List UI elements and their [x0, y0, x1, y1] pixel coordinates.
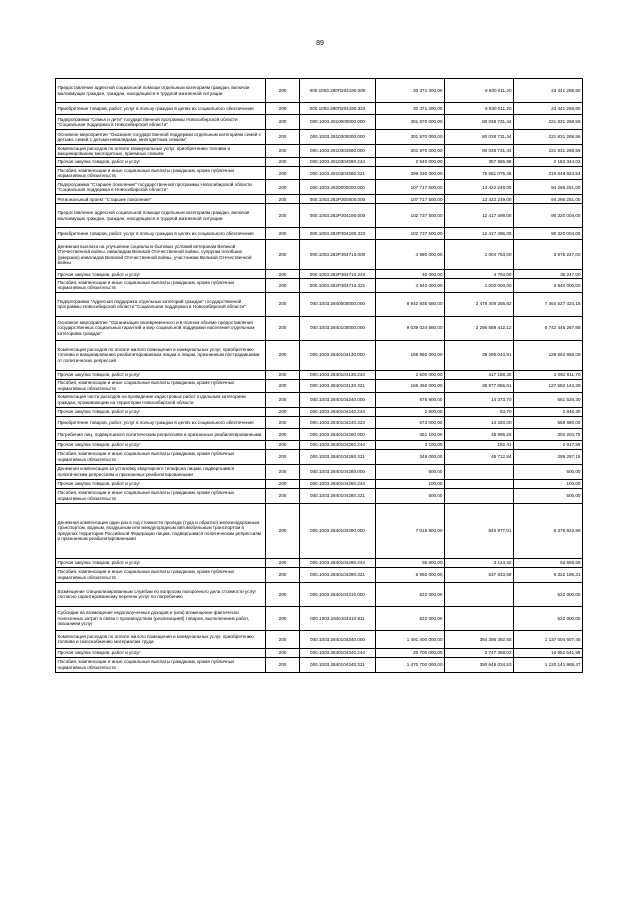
row-code-cell: 200 [266, 416, 300, 428]
row-code-cell: 200 [266, 292, 300, 316]
row-classification-cell: 000.1003.282P304190.323 [300, 228, 376, 240]
row-name-cell: Прочая закупка товаров, работ и услуг [56, 648, 266, 657]
table-row [56, 582, 583, 606]
row-name-cell: Прочая закупка товаров, работ и услуг [56, 370, 266, 379]
table-row [56, 416, 583, 428]
row-code-cell: 200 [266, 316, 300, 340]
row-executed-amount-cell: 48 895,25 [445, 428, 514, 440]
row-approved-amount-cell: 2 500 000,00 [376, 370, 445, 379]
row-unexecuted-amount-cell: 1 120 141 965,47 [514, 657, 583, 672]
row-name-cell: Компенсация расходов по оплате коммунальных услуг, приобретению топлива и вакцинированию многодетных, приемных семьям [56, 145, 266, 158]
row-code-cell: 200 [266, 407, 300, 416]
row-executed-amount-cell: 1 000 000,00 [445, 279, 514, 292]
row-code-cell: 200 [266, 204, 300, 228]
row-approved-amount-cell: 1 491 400 000,00 [376, 630, 445, 648]
row-executed-amount-cell: 12 417 496,00 [445, 204, 514, 228]
table-row [56, 270, 583, 279]
table-row [56, 392, 583, 407]
row-executed-amount-cell: 80 038 731,44 [445, 130, 514, 145]
row-approved-amount-cell: 573 000,00 [376, 416, 445, 428]
table-row [56, 648, 583, 657]
row-code-cell: 200 [266, 79, 300, 103]
row-executed-amount-cell: 350 648 034,53 [445, 657, 514, 672]
row-unexecuted-amount-cell: 129 664 956,09 [514, 340, 583, 370]
row-code-cell: 200 [266, 440, 300, 449]
row-classification-cell: 000.1003.2810304590.000 [300, 145, 376, 158]
row-name-cell: Прочая закупка товаров, работ и услуг [56, 270, 266, 279]
row-classification-cell: 000.1003.2820000000.000 [300, 180, 376, 195]
table-row [56, 145, 583, 158]
row-code-cell: 200 [266, 392, 300, 407]
row-unexecuted-amount-cell: 600,00 [514, 464, 583, 479]
row-classification-cell: 000.1003.2840104260.321 [300, 449, 376, 464]
row-classification-cell: 000.1003.2810000000.000 [300, 115, 376, 130]
row-code-cell: 200 [266, 379, 300, 392]
row-name-cell: Прочая закупка товаров, работ и услуг [56, 440, 266, 449]
row-unexecuted-amount-cell: 221 831 268,56 [514, 115, 583, 130]
table-row [56, 180, 583, 195]
row-name-cell: Региональный проект "Старшее поколение" [56, 195, 266, 204]
row-unexecuted-amount-cell: 1 137 004 607,45 [514, 630, 583, 648]
row-classification-cell: 000.1003.2840104130.321 [300, 379, 376, 392]
row-executed-amount-cell: 637 833,69 [445, 567, 514, 582]
row-classification-cell: 000.1003.2840104260.000 [300, 428, 376, 440]
row-code-cell: 200 [266, 370, 300, 379]
table-row [56, 479, 583, 488]
row-classification-cell: 000.1003.2840104340.000 [300, 630, 376, 648]
row-approved-amount-cell: 107 717 500,00 [376, 195, 445, 204]
row-executed-amount-cell: 12 417 496,00 [445, 228, 514, 240]
row-unexecuted-amount-cell: 53 656,68 [514, 558, 583, 567]
row-classification-cell: 000.1003.2810304590.321 [300, 167, 376, 180]
row-code-cell: 200 [266, 195, 300, 204]
row-name-cell: Пособия, компенсации и иные социальные выплаты гражданам, кроме публичных нормативных обязательств [56, 488, 266, 503]
row-name-cell: Прочая закупка товаров, работ и услуг [56, 158, 266, 167]
row-code-cell: 200 [266, 582, 300, 606]
row-code-cell: 200 [266, 270, 300, 279]
row-approved-amount-cell: 2 540 000,00 [376, 158, 445, 167]
row-executed-amount-cell: 640 977,01 [445, 503, 514, 558]
row-approved-amount-cell: 500,00 [376, 488, 445, 503]
row-classification-cell: 000.1003.2840104130.244 [300, 370, 376, 379]
table-row [56, 407, 583, 416]
table-row [56, 292, 583, 316]
row-unexecuted-amount-cell: 90 320 004,00 [514, 228, 583, 240]
row-classification-cell: 000.1003.2840104240.000 [300, 392, 376, 407]
row-classification-cell: 000.1003.2810304590.244 [300, 158, 376, 167]
table-row [56, 158, 583, 167]
row-classification-cell: 000.1003.282P304710.321 [300, 279, 376, 292]
row-approved-amount-cell: 351 100,00 [376, 428, 445, 440]
row-name-cell: Предоставление адресной социальной помощи отдельным категориям граждан, включая малоимущих граждан, граждан, находящихся в трудной жизненной ситуации [56, 79, 266, 103]
row-name-cell: Компенсация части расходов на проведение кадастровых работ отдельным категориям граждан, проживающим на территории Новосибирской области [56, 392, 266, 407]
row-name-cell: Субсидии на возмещение недополученных доходов и (или) возмещение фактически понесенных затрат в связи с производством (реализацией) товаров, выполнением работ, оказанием услуг [56, 606, 266, 630]
row-executed-amount-cell: 14 373,70 [445, 392, 514, 407]
row-name-cell: Пособия, компенсации и иные социальные выплаты гражданам, кроме публичных нормативных обязательств [56, 167, 266, 180]
row-executed-amount-cell: 80 038 731,44 [445, 145, 514, 158]
row-approved-amount-cell: 299 330 000,00 [376, 167, 445, 180]
row-unexecuted-amount-cell: 522 000,00 [514, 606, 583, 630]
table-row [56, 167, 583, 180]
row-executed-amount-cell [445, 606, 514, 630]
row-approved-amount-cell: 30 371 300,00 [376, 79, 445, 103]
table-row [56, 115, 583, 130]
row-code-cell: 200 [266, 340, 300, 370]
row-approved-amount-cell: 600,00 [376, 464, 445, 479]
row-name-cell: Погребение лиц, подвергшихся политическим репрессиям и признанных реабилитированными [56, 428, 266, 440]
row-executed-amount-cell: 6 930 011,20 [445, 79, 514, 103]
row-unexecuted-amount-cell: 2 182 344,02 [514, 158, 583, 167]
row-code-cell: 200 [266, 567, 300, 582]
row-name-cell: Предоставление адресной социальной помощи отдельным категориям граждан, включая малоимущих граждан, граждан, находящихся в трудной жизненной ситуации [56, 204, 266, 228]
page-number: 89 [316, 40, 324, 47]
row-unexecuted-amount-cell: 94 295 251,00 [514, 180, 583, 195]
row-code-cell: 200 [266, 657, 300, 672]
row-code-cell: 200 [266, 103, 300, 115]
row-executed-amount-cell: 13 422 249,00 [445, 195, 514, 204]
row-name-cell: Пособия, компенсации и иные социальные выплаты гражданам, кроме публичных нормативных обязательств [56, 567, 266, 582]
table-row [56, 606, 583, 630]
row-classification-cell: 000.1003.2840104130.000 [300, 340, 376, 370]
row-approved-amount-cell: 107 717 500,00 [376, 180, 445, 195]
table-row [56, 464, 583, 479]
row-code-cell: 200 [266, 180, 300, 195]
row-code-cell: 200 [266, 606, 300, 630]
table-row [56, 340, 583, 370]
row-approved-amount-cell: 6 960 000,00 [376, 567, 445, 582]
table-row [56, 130, 583, 145]
table-row [56, 195, 583, 204]
budget-execution-table [55, 78, 583, 673]
row-unexecuted-amount-cell: 100,00 [514, 479, 583, 488]
row-classification-cell: 000.1003.2840104290.244 [300, 558, 376, 567]
row-classification-cell: 000.1003.2840104280.244 [300, 479, 376, 488]
row-unexecuted-amount-cell: 23 441 288,80 [514, 79, 583, 103]
row-unexecuted-amount-cell: 2 917,59 [514, 440, 583, 449]
row-name-cell: Приобретение товаров, работ, услуг в пользу граждан в целях их социального обеспечения [56, 416, 266, 428]
table-row [56, 428, 583, 440]
row-approved-amount-cell: 3 100,00 [376, 440, 445, 449]
row-unexecuted-amount-cell: 522 000,00 [514, 582, 583, 606]
row-code-cell: 200 [266, 479, 300, 488]
row-executed-amount-cell: 6 930 011,20 [445, 103, 514, 115]
row-unexecuted-amount-cell: 561 526,30 [514, 392, 583, 407]
row-executed-amount-cell [445, 464, 514, 479]
row-executed-amount-cell: 79 681 075,46 [445, 167, 514, 180]
row-name-cell: Пособия, компенсации и иные социальные выплаты гражданам, кроме публичных нормативных обязательств [56, 279, 266, 292]
row-code-cell: 200 [266, 240, 300, 270]
row-unexecuted-amount-cell: 221 831 268,56 [514, 130, 583, 145]
row-executed-amount-cell [445, 582, 514, 606]
row-executed-amount-cell: 2 478 408 255,82 [445, 292, 514, 316]
row-code-cell: 200 [266, 449, 300, 464]
row-name-cell: Основное мероприятие "Оказание государственной поддержки отдельным категориям семей с детьми, семей с детьми-инвалидами, многодетным семьям" [56, 130, 266, 145]
row-executed-amount-cell: 417 188,30 [445, 370, 514, 379]
row-executed-amount-cell: 48 712,84 [445, 449, 514, 464]
row-executed-amount-cell [445, 479, 514, 488]
row-unexecuted-amount-cell: 90 320 004,00 [514, 204, 583, 228]
row-unexecuted-amount-cell: 16 952 641,98 [514, 648, 583, 657]
row-classification-cell: 000.1003.2840104340.244 [300, 648, 376, 657]
row-classification-cell: 000.1003.282P304190.000 [300, 204, 376, 228]
row-executed-amount-cell: 357 655,98 [445, 158, 514, 167]
row-name-cell: Пособия, компенсации и иные социальные выплаты гражданам, кроме публичных нормативных обязательств [56, 379, 266, 392]
table-row [56, 240, 583, 270]
row-approved-amount-cell: 2 900,00 [376, 407, 445, 416]
table-row [56, 370, 583, 379]
row-code-cell: 200 [266, 145, 300, 158]
row-approved-amount-cell: 522 000,00 [376, 582, 445, 606]
row-approved-amount-cell: 168 960 000,00 [376, 340, 445, 370]
row-classification-cell: 000.1003.2840104340.321 [300, 657, 376, 672]
row-unexecuted-amount-cell: 219 648 924,54 [514, 167, 583, 180]
table-row [56, 103, 583, 115]
row-name-cell: Прочая закупка товаров, работ и услуг [56, 479, 266, 488]
row-unexecuted-amount-cell: 35 247,00 [514, 270, 583, 279]
row-name-cell: Денежная выплата на улучшение социально-бытовых условий ветеранам Великой Отечественной войны, инвалидам Великой Отечественной войны, супругам погибших (умерших) инвалидов Великой Отечественной войны, участникам Великой Отечественной войны [56, 240, 266, 270]
row-approved-amount-cell: 575 900,00 [376, 392, 445, 407]
row-unexecuted-amount-cell: 2 846,30 [514, 407, 583, 416]
row-approved-amount-cell: 102 737 500,00 [376, 204, 445, 228]
row-classification-cell: 000.1003.2840000000.000 [300, 292, 376, 316]
row-approved-amount-cell: 4 980 000,00 [376, 240, 445, 270]
row-approved-amount-cell: 30 371 300,00 [376, 103, 445, 115]
table-row [56, 503, 583, 558]
row-approved-amount-cell: 166 460 000,00 [376, 379, 445, 392]
row-executed-amount-cell: 182,41 [445, 440, 514, 449]
row-name-cell: Прочая закупка товаров, работ и услуг [56, 407, 266, 416]
row-approved-amount-cell: 56 800,00 [376, 558, 445, 567]
row-classification-cell: 000.1003.2840104280.321 [300, 488, 376, 503]
row-classification-cell: 000.1003.2840104240.244 [300, 407, 376, 416]
table-row [56, 279, 583, 292]
row-approved-amount-cell: 100,00 [376, 479, 445, 488]
row-unexecuted-amount-cell: 302 204,75 [514, 428, 583, 440]
row-unexecuted-amount-cell: 6 322 166,31 [514, 567, 583, 582]
row-name-cell: Подпрограмма "Адресная поддержка отдельных категорий граждан" государственной программы Новосибирской области "Социальная поддержка в Новосибирской области" [56, 292, 266, 316]
row-unexecuted-amount-cell: 558 680,00 [514, 416, 583, 428]
row-executed-amount-cell: 3 747 358,02 [445, 648, 514, 657]
row-executed-amount-cell [445, 488, 514, 503]
row-unexecuted-amount-cell: 6 742 445 267,88 [514, 316, 583, 340]
row-unexecuted-amount-cell: 94 295 251,00 [514, 195, 583, 204]
row-code-cell: 200 [266, 279, 300, 292]
row-unexecuted-amount-cell: 6 375 822,99 [514, 503, 583, 558]
row-classification-cell: 000.1003.282P304710.000 [300, 240, 376, 270]
row-unexecuted-amount-cell: 221 831 268,56 [514, 145, 583, 158]
row-name-cell: Основное мероприятие "Организация своевременного и в полном объеме предоставления государственных социальных гарантий и мер социальной поддержки населения отдельным категориям граждан" [56, 316, 266, 340]
row-code-cell: 200 [266, 115, 300, 130]
table-row [56, 379, 583, 392]
row-name-cell: Денежная компенсация за установку квартирного телефона лицам, подвергшимся политическим репрессиям и признанных реабилитированными [56, 464, 266, 479]
row-approved-amount-cell: 40 000,00 [376, 270, 445, 279]
row-name-cell: Пособия, компенсации и иные социальные выплаты гражданам, кроме публичных нормативных обязательств [56, 449, 266, 464]
row-unexecuted-amount-cell: 3 975 247,00 [514, 240, 583, 270]
row-executed-amount-cell: 354 395 392,55 [445, 630, 514, 648]
table-row [56, 228, 583, 240]
row-approved-amount-cell: 9 942 935 680,00 [376, 292, 445, 316]
row-approved-amount-cell: 522 000,00 [376, 606, 445, 630]
row-unexecuted-amount-cell: 500,00 [514, 488, 583, 503]
row-classification-cell: 000.1003.2840104290.000 [300, 503, 376, 558]
table-row [56, 567, 583, 582]
row-executed-amount-cell: 53,70 [445, 407, 514, 416]
row-executed-amount-cell: 80 038 731,44 [445, 115, 514, 130]
row-name-cell: Компенсация расходов по оплате жилого помещения и коммунальных услуг, приобретению топлива и газоснабжению материалам труда [56, 630, 266, 648]
row-executed-amount-cell: 4 753,00 [445, 270, 514, 279]
table-row [56, 657, 583, 672]
row-classification-cell: 000.1003.2840104280.000 [300, 464, 376, 479]
row-name-cell: Пособия, компенсации и иные социальные выплаты гражданам, кроме публичных нормативных обязательств [56, 657, 266, 672]
row-code-cell: 200 [266, 648, 300, 657]
row-unexecuted-amount-cell: 2 082 811,70 [514, 370, 583, 379]
table-row [56, 630, 583, 648]
row-code-cell: 200 [266, 130, 300, 145]
row-code-cell: 200 [266, 464, 300, 479]
row-classification-cell: 000.1003.2840104290.321 [300, 567, 376, 582]
row-code-cell: 200 [266, 428, 300, 440]
row-name-cell: Подпрограмма "Старшее поколение" государственной программы Новосибирской области "Социальная поддержка в Новосибирской области" [56, 180, 266, 195]
table-row [56, 449, 583, 464]
row-code-cell: 200 [266, 488, 300, 503]
row-executed-amount-cell: 3 143,32 [445, 558, 514, 567]
row-code-cell: 200 [266, 558, 300, 567]
row-classification-cell: 000.1003.2840104310.811 [300, 606, 376, 630]
row-approved-amount-cell: 20 700 000,00 [376, 648, 445, 657]
row-code-cell: 200 [266, 158, 300, 167]
row-classification-cell: 000.1003.282P304710.244 [300, 270, 376, 279]
row-approved-amount-cell: 301 870 000,00 [376, 145, 445, 158]
row-name-cell: Возмещение специализированным службам по вопросам похоронного дела стоимости услуг согласно гарантированному перечню услуг по погребению [56, 582, 266, 606]
table-row [56, 488, 583, 503]
row-unexecuted-amount-cell: 23 441 288,80 [514, 103, 583, 115]
table-body [56, 79, 583, 673]
row-classification-cell: 000.1003.280П204190.000 [300, 79, 376, 103]
table-row [56, 204, 583, 228]
row-executed-amount-cell: 14 320,00 [445, 416, 514, 428]
row-executed-amount-cell: 2 296 589 412,12 [445, 316, 514, 340]
row-classification-cell: 000.1003.2840104240.323 [300, 416, 376, 428]
row-unexecuted-amount-cell: 299 287,16 [514, 449, 583, 464]
row-approved-amount-cell: 301 870 000,00 [376, 130, 445, 145]
table-row [56, 440, 583, 449]
row-approved-amount-cell: 7 016 800,00 [376, 503, 445, 558]
row-code-cell: 200 [266, 167, 300, 180]
row-executed-amount-cell: 38 877 855,61 [445, 379, 514, 392]
row-executed-amount-cell: 39 295 043,91 [445, 340, 514, 370]
row-name-cell: Компенсация расходов по оплате жилого помещения и коммунальных услуг, приобретению топлива и вакцинированию реабилитированным лицам и лицам, признанным пострадавшими от политических репрессий [56, 340, 266, 370]
row-unexecuted-amount-cell: 3 940 000,00 [514, 279, 583, 292]
table-row [56, 79, 583, 103]
row-code-cell: 200 [266, 503, 300, 558]
row-classification-cell: 000.1003.282P300000.000 [300, 195, 376, 204]
row-classification-cell: 000.1003.2810300000.000 [300, 130, 376, 145]
row-executed-amount-cell: 1 004 753,00 [445, 240, 514, 270]
row-classification-cell: 000.1003.2840104260.244 [300, 440, 376, 449]
row-executed-amount-cell: 13 422 249,00 [445, 180, 514, 195]
row-classification-cell: 000.1003.280П204190.323 [300, 103, 376, 115]
row-classification-cell: 000.1003.2840104310.000 [300, 582, 376, 606]
row-name-cell: Подпрограмма "Семья и дети" государственной программы Новосибирской области "Социальная поддержка в Новосибирской области" [56, 115, 266, 130]
table-row [56, 316, 583, 340]
row-approved-amount-cell: 4 940 000,00 [376, 279, 445, 292]
row-name-cell: Приобретение товаров, работ, услуг в пользу граждан в целях их социального обеспечения [56, 228, 266, 240]
row-classification-cell: 000.1003.2840100000.000 [300, 316, 376, 340]
row-approved-amount-cell: 301 870 000,00 [376, 115, 445, 130]
row-unexecuted-amount-cell: 7 464 527 424,18 [514, 292, 583, 316]
row-approved-amount-cell: 1 470 700 000,00 [376, 657, 445, 672]
row-name-cell: Прочая закупка товаров, работ и услуг [56, 558, 266, 567]
row-approved-amount-cell: 102 737 500,00 [376, 228, 445, 240]
row-code-cell: 200 [266, 228, 300, 240]
table-row [56, 558, 583, 567]
row-approved-amount-cell: 9 039 034 680,00 [376, 316, 445, 340]
row-approved-amount-cell: 348 000,00 [376, 449, 445, 464]
row-name-cell: Приобретение товаров, работ, услуг в пользу граждан в целях их социального обеспечения [56, 103, 266, 115]
row-name-cell: Денежная компенсация один раз в год стоимости проезда (туда и обратно) железнодорожным транспортом, водным, воздушным или междугородным автомобильным транспортом в пределах территории Российской Федерации лицам, подвергшимся политическим репрессиям и признанным реабилитированными [56, 503, 266, 558]
row-code-cell: 200 [266, 630, 300, 648]
row-unexecuted-amount-cell: 127 582 144,39 [514, 379, 583, 392]
